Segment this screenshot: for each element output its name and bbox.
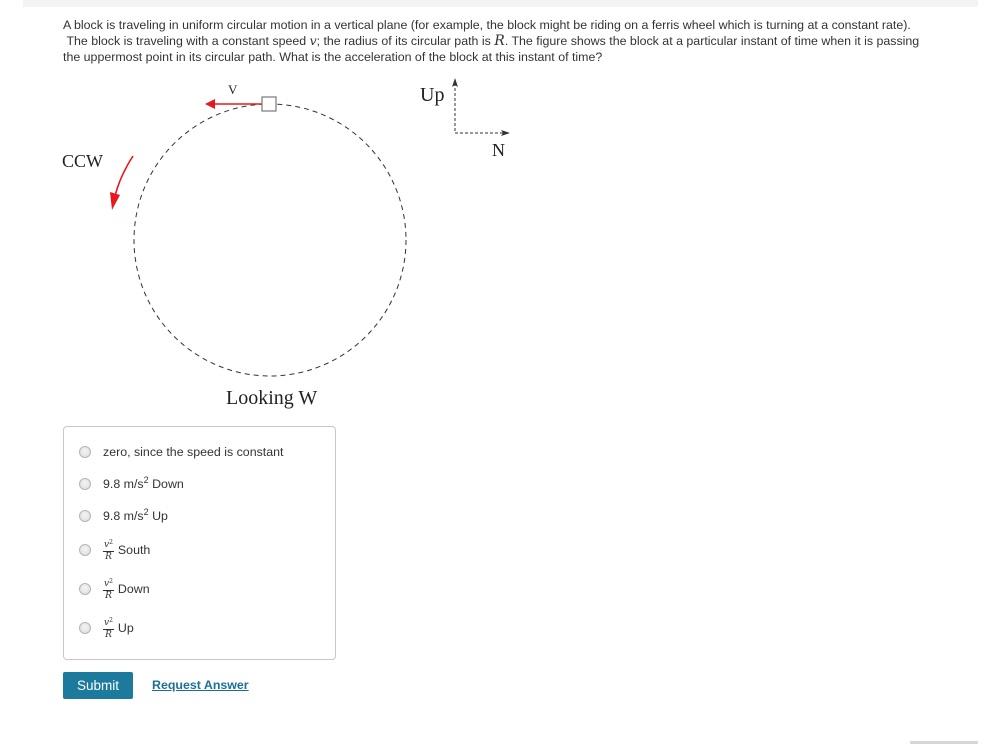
question-text-fragment: ; the radius of its circular path is xyxy=(316,34,495,48)
submit-button[interactable]: Submit xyxy=(63,672,133,699)
question-text-fragment: The block is traveling with a constant speed xyxy=(66,34,310,48)
figure-drawing xyxy=(0,75,600,420)
option-9-8-down[interactable] xyxy=(79,477,184,491)
axis-up-label: Up xyxy=(420,84,445,106)
v-squared-over-r: $\frac{v^2}{R}$ xyxy=(104,539,113,562)
v-squared-over-r: $\frac{v^2}{R}$ xyxy=(104,617,113,640)
circular-motion-figure xyxy=(0,75,600,420)
radio-button[interactable] xyxy=(79,544,91,556)
option-v2r-down[interactable] xyxy=(79,577,150,601)
radio-button[interactable] xyxy=(79,622,91,634)
radio-button[interactable] xyxy=(79,510,91,522)
option-label: 9.8 $m/s^2$ Up xyxy=(103,507,168,523)
question-line-1: A block is traveling in uniform circular motion in a vertical plane (for example, the block might be riding on a ferris wheel which is turning at a constant rate). xyxy=(63,18,911,32)
option-label: zero, since the speed is constant xyxy=(103,445,284,459)
circular-path xyxy=(134,104,406,376)
ccw-arrow-icon xyxy=(110,156,133,210)
axis-north-label: N xyxy=(492,140,505,160)
rotation-label: CCW xyxy=(62,151,104,171)
speed-symbol: v xyxy=(309,33,317,48)
option-label: 9.8 $m/s^2$ Down xyxy=(103,475,184,491)
question-text-fragment: . The figure shows the block at a particular instant of time when it is passing xyxy=(504,34,920,48)
option-v2r-south[interactable] xyxy=(79,538,150,562)
option-label: South xyxy=(117,543,151,557)
v-squared-over-r: $\frac{v^2}{R}$ xyxy=(104,578,113,601)
option-zero[interactable] xyxy=(79,445,283,459)
request-answer-link[interactable]: Request Answer xyxy=(152,678,249,692)
block xyxy=(262,97,276,111)
option-label: Up xyxy=(117,621,134,635)
radio-button[interactable] xyxy=(79,446,91,458)
option-v2r-up[interactable] xyxy=(79,616,134,640)
velocity-label: V xyxy=(228,82,238,97)
axes-icon xyxy=(452,78,510,136)
view-direction-label: Looking W xyxy=(226,387,318,409)
question-line-2 xyxy=(63,33,978,49)
option-label: Down xyxy=(117,582,150,596)
radio-button[interactable] xyxy=(79,583,91,595)
top-bar xyxy=(23,0,978,7)
question-line-3: the uppermost point in its circular path. What is the acceleration of the block at this instant of time? xyxy=(63,50,603,64)
option-9-8-up[interactable] xyxy=(79,509,168,523)
question-text xyxy=(63,17,978,65)
radius-symbol: R xyxy=(494,33,505,49)
radio-button[interactable] xyxy=(79,478,91,490)
answer-options xyxy=(63,426,336,660)
velocity-arrow-icon xyxy=(205,99,262,109)
